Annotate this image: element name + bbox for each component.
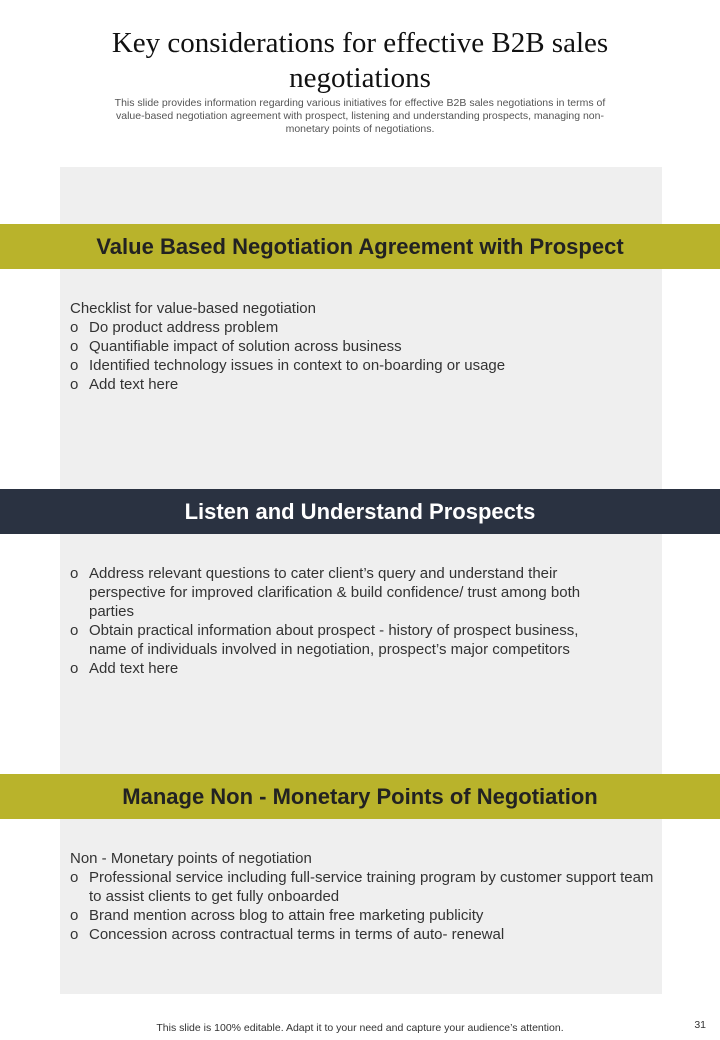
page-title: Key considerations for effective B2B sales negotiations: [111, 27, 609, 94]
bullet-list: [70, 318, 655, 394]
list-item-text: Obtain practical information about prospect - history of prospect business, name of individuals involved in negotiation, prospect’s major competitors: [89, 622, 579, 658]
list-item-text: Professional service including full-service training program by customer support team to assist clients to get fully onboarded: [89, 869, 654, 905]
list-item-text: Do product address problem: [89, 319, 279, 336]
bullet-marker: o: [70, 660, 79, 677]
footer-note: This slide is 100% editable. Adapt it to your need and capture your audience’s attention.: [156, 1022, 564, 1034]
section-body-non-monetary: [70, 849, 655, 944]
bullet-list: [70, 564, 600, 678]
bullet-marker: o: [70, 869, 79, 886]
bullet-marker: o: [70, 622, 79, 639]
list-item: [70, 925, 655, 944]
section-heading-non-monetary: Manage Non - Monetary Points of Negotiation: [0, 774, 720, 819]
list-item: [70, 337, 655, 356]
list-item: [70, 564, 600, 621]
bullet-marker: o: [70, 338, 79, 355]
list-item: [70, 318, 655, 337]
bullet-marker: o: [70, 319, 79, 336]
list-item-text: Concession across contractual terms in terms of auto- renewal: [89, 926, 505, 943]
list-item-text: Brand mention across blog to attain free marketing publicity: [89, 907, 484, 924]
list-item: [70, 868, 655, 906]
list-item: [70, 659, 600, 678]
list-item-text: Add text here: [89, 660, 179, 677]
bullet-marker: o: [70, 565, 79, 582]
bullet-marker: o: [70, 376, 79, 393]
list-item: [70, 375, 655, 394]
list-item: [70, 621, 600, 659]
list-item: [70, 906, 655, 925]
section-heading-value-based: Value Based Negotiation Agreement with Prospect: [0, 224, 720, 269]
list-item-text: Add text here: [89, 376, 179, 393]
list-item-text: Quantifiable impact of solution across business: [89, 338, 402, 355]
section-body-listen: [70, 564, 600, 678]
list-item-text: Identified technology issues in context to on-boarding or usage: [89, 357, 506, 374]
list-item-text: Address relevant questions to cater client’s query and understand their perspective for improved clarification & build confidence/ trust among both parties: [89, 565, 581, 620]
section-body-value-based: [70, 299, 655, 394]
bullet-marker: o: [70, 926, 79, 943]
page-number: 31: [694, 1019, 706, 1031]
page-subtitle: This slide provides information regarding various initiatives for effective B2B sales negotiations in terms of value-based negotiation agreement with prospect, listening and understanding prospects, managing non- monetary points of negotiations.: [114, 97, 606, 135]
bullet-marker: o: [70, 357, 79, 374]
section-intro: Checklist for value-based negotiation: [70, 300, 316, 317]
section-intro: Non - Monetary points of negotiation: [70, 850, 312, 867]
section-heading-listen: Listen and Understand Prospects: [0, 489, 720, 534]
bullet-marker: o: [70, 907, 79, 924]
list-item: [70, 356, 655, 375]
bullet-list: [70, 868, 655, 944]
